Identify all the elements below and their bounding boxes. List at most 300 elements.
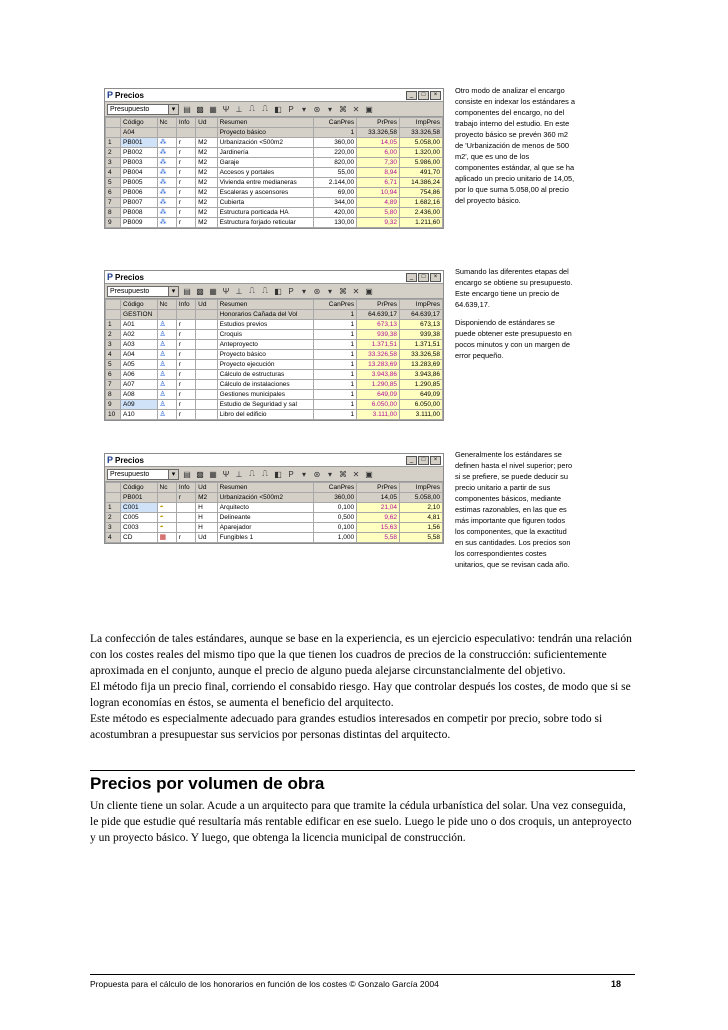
nc-cell[interactable] — [157, 320, 176, 330]
info-cell[interactable]: r — [176, 350, 195, 360]
info-cell[interactable]: r — [176, 390, 195, 400]
quantity-cell[interactable]: 0,500 — [314, 513, 357, 523]
window-titlebar[interactable] — [105, 89, 443, 102]
unit-price-cell[interactable]: 7,30 — [357, 158, 400, 168]
minimize-icon[interactable]: _ — [406, 273, 417, 282]
summary-cell[interactable]: Estructura porticada HA — [217, 208, 314, 218]
quantity-cell[interactable]: 1 — [314, 350, 357, 360]
nc-cell[interactable] — [157, 410, 176, 420]
nc-cell[interactable] — [157, 178, 176, 188]
column-header[interactable]: Nc — [157, 118, 176, 128]
quantity-cell[interactable]: 1 — [314, 370, 357, 380]
row-number[interactable] — [106, 310, 121, 320]
row-number[interactable]: 5 — [106, 360, 121, 370]
toolbar-button-icon[interactable]: ⌘ — [339, 469, 347, 479]
summary-cell[interactable]: Proyecto básico — [217, 350, 314, 360]
code-cell[interactable]: PB005 — [121, 178, 157, 188]
quantity-cell[interactable]: 0,100 — [314, 503, 357, 513]
column-header[interactable]: ImpPres — [400, 483, 443, 493]
row-number[interactable]: 4 — [106, 168, 121, 178]
unit-price-cell[interactable]: 4,89 — [357, 198, 400, 208]
column-header[interactable]: Ud — [196, 118, 217, 128]
table-row[interactable] — [106, 138, 443, 148]
code-cell[interactable]: PB001 — [121, 493, 157, 503]
unit-price-cell[interactable]: 9,62 — [357, 513, 400, 523]
close-icon[interactable]: × — [430, 91, 441, 100]
amount-cell[interactable]: 1.290,85 — [400, 380, 443, 390]
row-number[interactable]: 1 — [106, 320, 121, 330]
table-row[interactable] — [106, 350, 443, 360]
amount-cell[interactable]: 5.058,00 — [400, 493, 443, 503]
toolbar-button-icon[interactable]: ✕ — [352, 104, 360, 114]
unit-cell[interactable] — [196, 340, 217, 350]
toolbar-button-icon[interactable]: ▾ — [301, 104, 306, 114]
nc-cell[interactable] — [157, 390, 176, 400]
column-header[interactable]: Ud — [196, 300, 217, 310]
toolbar-button-icon[interactable]: ⎍ — [249, 104, 255, 113]
code-cell[interactable]: A04 — [121, 350, 157, 360]
info-cell[interactable]: r — [176, 188, 195, 198]
info-cell[interactable]: r — [176, 370, 195, 380]
unit-price-cell[interactable]: 8,94 — [357, 168, 400, 178]
unit-cell[interactable] — [196, 350, 217, 360]
summary-cell[interactable]: Proyecto básico — [217, 128, 314, 138]
toolbar-button-icon[interactable]: ⎍ — [262, 104, 268, 113]
info-cell[interactable]: r — [176, 410, 195, 420]
table-row[interactable] — [106, 198, 443, 208]
toolbar-button-icon[interactable]: ⎍ — [262, 286, 268, 295]
unit-cell[interactable]: M2 — [196, 198, 217, 208]
amount-cell[interactable]: 3.111,00 — [400, 410, 443, 420]
column-header[interactable] — [106, 300, 121, 310]
view-select[interactable]: Presupuesto ▾ — [107, 104, 179, 115]
unit-price-cell[interactable]: 6.050,00 — [357, 400, 400, 410]
column-header[interactable] — [106, 118, 121, 128]
unit-price-cell[interactable]: 13.283,69 — [357, 360, 400, 370]
toolbar-button-icon[interactable]: ▣ — [365, 286, 373, 296]
unit-price-cell[interactable]: 5,80 — [357, 208, 400, 218]
summary-cell[interactable]: Vivienda entre medianeras — [217, 178, 314, 188]
summary-cell[interactable]: Escaleras y ascensores — [217, 188, 314, 198]
column-header[interactable]: Ud — [196, 483, 217, 493]
column-header[interactable] — [106, 483, 121, 493]
table-row[interactable] — [106, 360, 443, 370]
toolbar-button-icon[interactable]: P — [288, 469, 294, 479]
unit-price-cell[interactable]: 33.326,58 — [357, 350, 400, 360]
column-header[interactable]: Nc — [157, 483, 176, 493]
summary-cell[interactable]: Cálculo de estructuras — [217, 370, 314, 380]
quantity-cell[interactable]: 1 — [314, 340, 357, 350]
amount-cell[interactable]: 1.371,51 — [400, 340, 443, 350]
toolbar-button-icon[interactable]: ⊛ — [313, 286, 321, 296]
toolbar-button-icon[interactable]: ▤ — [183, 104, 191, 114]
nc-cell[interactable] — [157, 148, 176, 158]
summary-cell[interactable]: Estudios previos — [217, 320, 314, 330]
info-cell[interactable] — [176, 513, 195, 523]
table-row[interactable] — [106, 390, 443, 400]
unit-cell[interactable]: M2 — [196, 168, 217, 178]
column-header[interactable]: ImpPres — [400, 118, 443, 128]
column-header[interactable]: PrPres — [357, 483, 400, 493]
unit-cell[interactable] — [196, 310, 217, 320]
unit-price-cell[interactable]: 9,32 — [357, 218, 400, 228]
code-cell[interactable]: A01 — [121, 320, 157, 330]
info-cell[interactable]: r — [176, 168, 195, 178]
quantity-cell[interactable]: 344,00 — [314, 198, 357, 208]
nc-cell[interactable] — [157, 208, 176, 218]
quantity-cell[interactable]: 1 — [314, 360, 357, 370]
code-cell[interactable]: A10 — [121, 410, 157, 420]
column-header[interactable]: Info — [176, 483, 195, 493]
nc-cell[interactable] — [157, 350, 176, 360]
summary-cell[interactable]: Estudio de Seguridad y sal — [217, 400, 314, 410]
amount-cell[interactable]: 64.639,17 — [400, 310, 443, 320]
nc-cell[interactable] — [157, 503, 176, 513]
summary-cell[interactable]: Jardinería — [217, 148, 314, 158]
nc-cell[interactable] — [157, 330, 176, 340]
row-number[interactable]: 3 — [106, 523, 121, 533]
table-row[interactable] — [106, 158, 443, 168]
row-number[interactable]: 8 — [106, 390, 121, 400]
amount-cell[interactable]: 491,70 — [400, 168, 443, 178]
amount-cell[interactable]: 1.211,60 — [400, 218, 443, 228]
code-cell[interactable]: GESTION — [121, 310, 157, 320]
unit-cell[interactable] — [196, 380, 217, 390]
toolbar-button-icon[interactable]: ⊛ — [313, 104, 321, 114]
row-number[interactable]: 2 — [106, 330, 121, 340]
unit-price-cell[interactable]: 14,05 — [357, 138, 400, 148]
unit-price-cell[interactable]: 15,63 — [357, 523, 400, 533]
quantity-cell[interactable]: 1 — [314, 330, 357, 340]
unit-price-cell[interactable]: 21,04 — [357, 503, 400, 513]
toolbar-button-icon[interactable]: ◧ — [274, 104, 282, 114]
toolbar-button-icon[interactable]: ▾ — [301, 286, 306, 296]
nc-cell[interactable] — [157, 128, 176, 138]
info-cell[interactable]: r — [176, 320, 195, 330]
quantity-cell[interactable]: 55,00 — [314, 168, 357, 178]
info-cell[interactable]: r — [176, 340, 195, 350]
table-row[interactable] — [106, 523, 443, 533]
code-cell[interactable]: A09 — [121, 400, 157, 410]
column-header[interactable]: PrPres — [357, 118, 400, 128]
table-row[interactable] — [106, 208, 443, 218]
unit-cell[interactable] — [196, 370, 217, 380]
amount-cell[interactable]: 33.326,58 — [400, 350, 443, 360]
toolbar-button-icon[interactable]: ⎍ — [249, 469, 255, 478]
column-header[interactable]: Resumen — [217, 118, 314, 128]
quantity-cell[interactable]: 69,00 — [314, 188, 357, 198]
unit-cell[interactable]: M2 — [196, 138, 217, 148]
row-number[interactable]: 6 — [106, 188, 121, 198]
info-cell[interactable]: r — [176, 218, 195, 228]
summary-cell[interactable]: Proyecto ejecución — [217, 360, 314, 370]
unit-cell[interactable]: M2 — [196, 158, 217, 168]
quantity-cell[interactable]: 1,000 — [314, 533, 357, 543]
toolbar-button-icon[interactable]: P — [288, 286, 294, 296]
window-titlebar[interactable] — [105, 454, 443, 467]
row-number[interactable]: 2 — [106, 148, 121, 158]
amount-cell[interactable]: 33.326,58 — [400, 128, 443, 138]
table-row[interactable] — [106, 380, 443, 390]
info-cell[interactable]: r — [176, 208, 195, 218]
quantity-cell[interactable]: 0,100 — [314, 523, 357, 533]
row-number[interactable]: 10 — [106, 410, 121, 420]
nc-cell[interactable] — [157, 513, 176, 523]
toolbar-button-icon[interactable]: ⊛ — [313, 469, 321, 479]
code-cell[interactable]: A03 — [121, 340, 157, 350]
window-titlebar[interactable] — [105, 271, 443, 284]
row-number[interactable]: 5 — [106, 178, 121, 188]
quantity-cell[interactable]: 1 — [314, 310, 357, 320]
quantity-cell[interactable]: 360,00 — [314, 493, 357, 503]
table-row[interactable] — [106, 370, 443, 380]
column-header[interactable]: Código — [121, 300, 157, 310]
toolbar-button-icon[interactable]: ▩ — [196, 286, 204, 296]
code-cell[interactable]: C001 — [121, 503, 157, 513]
unit-cell[interactable]: H — [196, 523, 217, 533]
table-row[interactable] — [106, 400, 443, 410]
column-header[interactable]: PrPres — [357, 300, 400, 310]
toolbar-button-icon[interactable]: ▩ — [196, 104, 204, 114]
unit-cell[interactable]: M2 — [196, 178, 217, 188]
row-number[interactable]: 1 — [106, 503, 121, 513]
unit-cell[interactable]: H — [196, 513, 217, 523]
summary-cell[interactable]: Accesos y portales — [217, 168, 314, 178]
row-number[interactable]: 7 — [106, 198, 121, 208]
row-number[interactable]: 3 — [106, 340, 121, 350]
summary-cell[interactable]: Urbanización <500m2 — [217, 493, 314, 503]
unit-price-cell[interactable]: 3.111,00 — [357, 410, 400, 420]
table-row[interactable] — [106, 178, 443, 188]
code-cell[interactable]: A08 — [121, 390, 157, 400]
toolbar-button-icon[interactable]: ⎍ — [262, 469, 268, 478]
unit-price-cell[interactable]: 3.943,86 — [357, 370, 400, 380]
summary-cell[interactable]: Urbanización <500m2 — [217, 138, 314, 148]
toolbar-button-icon[interactable]: ▦ — [209, 104, 217, 114]
quantity-cell[interactable]: 420,00 — [314, 208, 357, 218]
amount-cell[interactable]: 939,38 — [400, 330, 443, 340]
column-header[interactable]: ImpPres — [400, 300, 443, 310]
table-row[interactable] — [106, 218, 443, 228]
table-row[interactable] — [106, 340, 443, 350]
maximize-icon[interactable]: □ — [418, 456, 429, 465]
amount-cell[interactable]: 1.320,00 — [400, 148, 443, 158]
unit-price-cell[interactable]: 5,58 — [357, 533, 400, 543]
toolbar-button-icon[interactable]: ⊥ — [235, 104, 243, 114]
toolbar-button-icon[interactable]: ▦ — [209, 286, 217, 296]
table-row[interactable] — [106, 503, 443, 513]
unit-cell[interactable] — [196, 330, 217, 340]
amount-cell[interactable]: 6.050,00 — [400, 400, 443, 410]
code-cell[interactable]: A06 — [121, 370, 157, 380]
toolbar-button-icon[interactable]: ▾ — [327, 104, 332, 114]
amount-cell[interactable]: 754,86 — [400, 188, 443, 198]
quantity-cell[interactable]: 360,00 — [314, 138, 357, 148]
summary-cell[interactable]: Gestiones municipales — [217, 390, 314, 400]
row-number[interactable]: 1 — [106, 138, 121, 148]
nc-cell[interactable] — [157, 340, 176, 350]
toolbar-button-icon[interactable]: ▤ — [183, 286, 191, 296]
info-cell[interactable] — [176, 310, 195, 320]
quantity-cell[interactable]: 820,00 — [314, 158, 357, 168]
toolbar-button-icon[interactable]: Ψ — [222, 286, 230, 296]
nc-cell[interactable] — [157, 360, 176, 370]
table-row[interactable] — [106, 513, 443, 523]
column-header[interactable]: Resumen — [217, 483, 314, 493]
maximize-icon[interactable]: □ — [418, 91, 429, 100]
code-cell[interactable]: A04 — [121, 128, 157, 138]
column-header[interactable]: CanPres — [314, 483, 357, 493]
info-cell[interactable]: r — [176, 138, 195, 148]
summary-cell[interactable]: Estructura forjado reticular — [217, 218, 314, 228]
row-number[interactable]: 8 — [106, 208, 121, 218]
toolbar-button-icon[interactable]: ▣ — [365, 104, 373, 114]
unit-cell[interactable] — [196, 360, 217, 370]
nc-cell[interactable] — [157, 400, 176, 410]
info-cell[interactable]: r — [176, 158, 195, 168]
toolbar-button-icon[interactable]: ⊥ — [235, 286, 243, 296]
unit-price-cell[interactable]: 14,05 — [357, 493, 400, 503]
table-row[interactable] — [106, 533, 443, 543]
close-icon[interactable]: × — [430, 273, 441, 282]
unit-cell[interactable] — [196, 320, 217, 330]
toolbar-button-icon[interactable]: ▾ — [301, 469, 306, 479]
column-header[interactable]: CanPres — [314, 118, 357, 128]
code-cell[interactable]: PB002 — [121, 148, 157, 158]
unit-cell[interactable] — [196, 410, 217, 420]
unit-cell[interactable]: Ud — [196, 533, 217, 543]
quantity-cell[interactable]: 220,00 — [314, 148, 357, 158]
unit-price-cell[interactable]: 1.290,85 — [357, 380, 400, 390]
column-header[interactable]: CanPres — [314, 300, 357, 310]
info-cell[interactable] — [176, 523, 195, 533]
quantity-cell[interactable]: 1 — [314, 400, 357, 410]
row-number[interactable]: 4 — [106, 533, 121, 543]
nc-cell[interactable] — [157, 310, 176, 320]
quantity-cell[interactable]: 1 — [314, 128, 357, 138]
amount-cell[interactable]: 673,13 — [400, 320, 443, 330]
minimize-icon[interactable]: _ — [406, 456, 417, 465]
toolbar-button-icon[interactable]: ⌘ — [339, 104, 347, 114]
toolbar-button-icon[interactable]: ▾ — [327, 286, 332, 296]
unit-cell[interactable] — [196, 128, 217, 138]
code-cell[interactable]: PB004 — [121, 168, 157, 178]
summary-cell[interactable]: Anteproyecto — [217, 340, 314, 350]
code-cell[interactable]: PB008 — [121, 208, 157, 218]
toolbar-button-icon[interactable]: ⊥ — [235, 469, 243, 479]
summary-cell[interactable]: Croquis — [217, 330, 314, 340]
toolbar-button-icon[interactable]: ▦ — [209, 469, 217, 479]
row-number[interactable]: 9 — [106, 400, 121, 410]
info-cell[interactable]: r — [176, 178, 195, 188]
toolbar-button-icon[interactable]: ◧ — [274, 469, 282, 479]
nc-cell[interactable] — [157, 380, 176, 390]
toolbar-button-icon[interactable]: ▩ — [196, 469, 204, 479]
nc-cell[interactable] — [157, 158, 176, 168]
nc-cell[interactable] — [157, 138, 176, 148]
code-cell[interactable]: A07 — [121, 380, 157, 390]
toolbar-button-icon[interactable]: ✕ — [352, 469, 360, 479]
table-row[interactable] — [106, 320, 443, 330]
unit-cell[interactable]: M2 — [196, 188, 217, 198]
amount-cell[interactable]: 5.986,00 — [400, 158, 443, 168]
quantity-cell[interactable]: 1 — [314, 410, 357, 420]
amount-cell[interactable]: 4,81 — [400, 513, 443, 523]
amount-cell[interactable]: 2.436,00 — [400, 208, 443, 218]
unit-price-cell[interactable]: 10,94 — [357, 188, 400, 198]
toolbar-button-icon[interactable]: Ψ — [222, 469, 230, 479]
code-cell[interactable]: PB001 — [121, 138, 157, 148]
unit-cell[interactable]: H — [196, 503, 217, 513]
unit-cell[interactable]: M2 — [196, 218, 217, 228]
info-cell[interactable]: r — [176, 198, 195, 208]
unit-price-cell[interactable]: 1.371,51 — [357, 340, 400, 350]
nc-cell[interactable] — [157, 533, 176, 543]
table-row[interactable] — [106, 188, 443, 198]
column-header[interactable]: Info — [176, 118, 195, 128]
summary-cell[interactable]: Arquitecto — [217, 503, 314, 513]
code-cell[interactable]: C003 — [121, 523, 157, 533]
quantity-cell[interactable]: 1 — [314, 390, 357, 400]
table-row[interactable] — [106, 148, 443, 158]
toolbar-button-icon[interactable]: ⎍ — [249, 286, 255, 295]
toolbar-button-icon[interactable]: ▾ — [327, 469, 332, 479]
info-cell[interactable]: r — [176, 400, 195, 410]
unit-price-cell[interactable]: 64.639,17 — [357, 310, 400, 320]
amount-cell[interactable]: 649,09 — [400, 390, 443, 400]
row-number[interactable]: 2 — [106, 513, 121, 523]
info-cell[interactable]: r — [176, 533, 195, 543]
quantity-cell[interactable]: 1 — [314, 320, 357, 330]
code-cell[interactable]: PB006 — [121, 188, 157, 198]
nc-cell[interactable] — [157, 198, 176, 208]
row-number[interactable] — [106, 128, 121, 138]
column-header[interactable]: Código — [121, 118, 157, 128]
summary-cell[interactable]: Fungibles 1 — [217, 533, 314, 543]
summary-cell[interactable]: Cálculo de instalaciones — [217, 380, 314, 390]
code-cell[interactable]: C005 — [121, 513, 157, 523]
row-number[interactable]: 9 — [106, 218, 121, 228]
nc-cell[interactable] — [157, 218, 176, 228]
unit-cell[interactable]: M2 — [196, 148, 217, 158]
unit-price-cell[interactable]: 33.326,58 — [357, 128, 400, 138]
toolbar-button-icon[interactable]: Ψ — [222, 104, 230, 114]
nc-cell[interactable] — [157, 523, 176, 533]
toolbar-button-icon[interactable]: ▣ — [365, 469, 373, 479]
amount-cell[interactable]: 5.058,00 — [400, 138, 443, 148]
amount-cell[interactable]: 2,10 — [400, 503, 443, 513]
unit-price-cell[interactable]: 939,38 — [357, 330, 400, 340]
column-header[interactable]: Código — [121, 483, 157, 493]
code-cell[interactable]: A02 — [121, 330, 157, 340]
toolbar-button-icon[interactable]: ✕ — [352, 286, 360, 296]
code-cell[interactable]: CD — [121, 533, 157, 543]
code-cell[interactable]: PB007 — [121, 198, 157, 208]
nc-cell[interactable] — [157, 188, 176, 198]
view-select[interactable]: Presupuesto ▾ — [107, 469, 179, 480]
info-cell[interactable]: r — [176, 380, 195, 390]
nc-cell[interactable] — [157, 493, 176, 503]
info-cell[interactable]: r — [176, 493, 195, 503]
amount-cell[interactable]: 13.283,69 — [400, 360, 443, 370]
info-cell[interactable]: r — [176, 330, 195, 340]
unit-cell[interactable]: M2 — [196, 493, 217, 503]
column-header[interactable]: Nc — [157, 300, 176, 310]
row-number[interactable]: 7 — [106, 380, 121, 390]
info-cell[interactable] — [176, 128, 195, 138]
row-number[interactable]: 4 — [106, 350, 121, 360]
toolbar-button-icon[interactable]: ▤ — [183, 469, 191, 479]
